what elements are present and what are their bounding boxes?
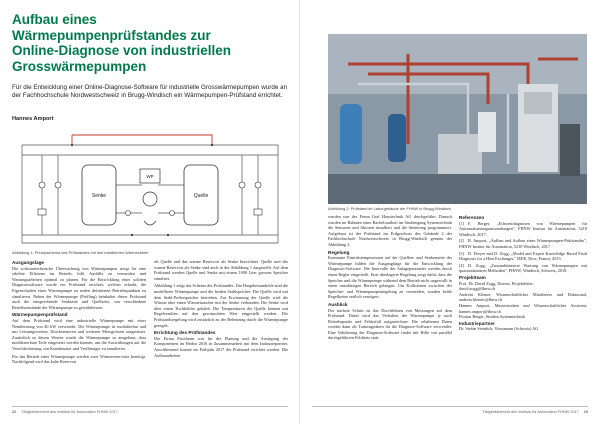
- section-body: Die Firma Friotherm war für die Planung und die Auslegung der Komponenten im Herbst 2016 in Zusammenarbeit mit dem Industriepartner. Anschliessend konnte im Frühjahr 2017 der Prüfstand errichtet werden. Die Aufbauarbeiten: [154, 335, 288, 358]
- section-heading: Ausgangslage: [12, 260, 45, 265]
- article-title: Aufbau eines Wärmepumpenprüfstandes zur Online-Diagnose von industriellen Grosswärmepumpen: [12, 12, 232, 74]
- section-body: Abbildung 1 zeigt das Schema des Prüfstandes. Die Hauptbestandteile sind die modellierte Wärmepumpe und die beiden Stahlspeicher. Die Quelle wird mit dem Stahl-Pufferspeicher betrieben. Zur Erwärmung der Quelle wird die Wärme über einen Wärmetauscher mit der Senke verbunden. Die Senke wird über einen Tischkühler gekühlt. Die Temperaturen der Quelle können mit Regelventilen auf den gewünschten Wert eingestellt werden. Die Prüfstandsregelung wird zusätzlich zu der Beheizung durch die Wärmepumpe geregelt.: [154, 283, 288, 328]
- compressor-symbol: [143, 192, 157, 206]
- project-member: Hannes Amport, Masterstudent und Wissenschaftlicher Assistent, hannes.amport@fhnw.ch: [459, 302, 587, 314]
- section-body: wurden von der Firma Graf Haustechnik AG durchgeführt. Danach wurden im Rahmen einer Bachelorarbeit im Studiengang Systemtechnik die Sensoren und Aktoren installiert und die Steuerung programmiert. Aufgebaut ist der Prüfstand im Erdgeschoss des Gebäude 2 der Fachhochschule Nordwestschweiz in Brugg-Windisch gemäss der Abbildung 2.: [328, 214, 452, 247]
- left-column-2: [154, 259, 288, 360]
- article-intro: Für die Entwicklung einer Online-Diagnose-Software für industrielle Grosswärmepumpen wurde an der Fachhochschule Nordwestschweiz in Brugg-Windisch ein Wärmepumpen-Prüfstand errichtet.: [12, 84, 288, 100]
- right-column-2: [459, 214, 587, 332]
- reference-item: [4] D. Zogg, „Zustandsbasierte Wartung von Wärmepumpen mit quasistationären Methoden", FHNW, Windisch, Schweiz, 2018.: [459, 262, 587, 274]
- section-body: Für das Betrieb einer Wärmepumpe werden zwei Wärmereservoire benötigt. Nachfolgend wird das kalte Reservoir: [12, 353, 146, 365]
- project-member: Prof. Dr. David Zogg, Dozent, Projektleiter,: [459, 280, 534, 286]
- page-number: 23: [583, 410, 588, 414]
- footer-rule: [12, 406, 288, 407]
- project-heading: Projektteam: [459, 274, 486, 280]
- section-body: Die softwaretechnische Überwachung von Wärmepumpen steigt für eine erhöhte Effizienz im Betrieb, hilft Ausfälle zu vermeiden und Wartungsarbeiten optimal zu planen. Für die Entwicklung einer solchen Diagnosesoftware wurde ein Prüfstand errichtet, welcher erlaubt, die Eigenschaften einer Wärmepumpe zu realen definierten Betriebspunkten zu simulieren. Neben der Wärmepumpe (Prüfling) beinhaltet dieser Prüfstand auch die entsprechende Senkseite und Quellseite, um verschiedene Betriebszustände der Wärmepumpe zu gewährleisten.: [12, 265, 146, 310]
- section-heading: Wärmepumpenprüfstand: [12, 312, 68, 318]
- references-heading: Referenzen: [459, 215, 485, 220]
- project-email: david.zogg@fhnw.ch: [459, 286, 496, 292]
- footer-right: [482, 410, 588, 414]
- left-column-1: [12, 259, 146, 367]
- footer-text: Tätigkeitsbericht des Instituts für Automation FHNW 2017: [21, 410, 118, 414]
- wp-label: WP: [146, 174, 154, 179]
- footer-left: [12, 410, 118, 414]
- reference-item: [1] F. Berger, „Echtzeitdiagnosen von Wärmepumpen für Automatisierungsanwendungen", FHNW Institut für Automation, 5210 Windisch, 2017.: [459, 220, 587, 237]
- quelle-label: Quelle: [193, 193, 209, 199]
- section-heading: Ausblick: [328, 301, 348, 307]
- project-member: Andreas Kleiner, Wissenschaftlicher Mitarbeiter und Doktorand, andreas.kleiner@fhnw.ch: [459, 291, 587, 303]
- section-body: Auf dem Prüfstand wird eine industrielle Wärmepumpe mit einer Nennleistung von 40 kW verwendet. Die Wärmepumpe ist modulierbar und mit Leistungswerten, Drucksensoren und weiteren Messgrössen ausgerüstet. Zusätzlich zu diesen Werten wurde die Wärmepumpe so ausgebaut, dass modifizierbare Teile eingesetzt werden können, um die Auswirkungen auf die Verschlechterung von Kondensator und Verflüssiger zu simulieren.: [12, 317, 146, 351]
- page-number: 22: [12, 410, 17, 414]
- industry-partner: Dr. Stefan Steinlich, Viessmann (Schweiz) AG: [459, 326, 539, 332]
- industry-heading: Industriepartner: [459, 320, 495, 326]
- figure-2-caption: Abbildung 2: Prüfstand im Laborgebäude der FHNW in Brugg-Windisch: [328, 206, 451, 211]
- test-rig-photo: [328, 34, 587, 204]
- reference-item: [2] B. Amport, „Aufbau und Aufbau eines Wärmepumpen-Prüfstandes", FHNW Institut für Automation, 5210 Windisch, 2017.: [459, 238, 587, 249]
- section-body: Der nächste Schritt ist das Durchführen von Messungen auf dem Prüfstand. Dabei wird das Verhalten der Wärmepumpe je nach Betriebspunkt und Fehlerfall aufgezeichnet. Die erhaltenen Daten werden dann als Trainingsdaten für die Diagnose-Software verwendet. Eine Validierung der Diagnose-Software findet mit Hilfe von parallel durchgeführten Feldtests statt.: [328, 307, 452, 341]
- section-body: als Quelle und das warme Reservoir als Senke bezeichnet. Quelle und das warme Reservoir als Senke sind auch in der Abbildung 1 dargestellt. Auf dem Prüfstand werden Quelle und Senke mit einem 1000 Liter grossen Speicher simuliert.: [154, 259, 288, 281]
- figure-1-caption: Abbildung 1: Prinzipschema des Prüfstandes mit drei installierten Wärmezähler: [12, 250, 149, 255]
- schematic-diagram: [12, 125, 288, 249]
- project-member: Florian Berger, Student Systemtechnik: [459, 314, 525, 320]
- section-body: Konstante Eintrittstemperaturen auf der Quellen- und Senkenseite der Wärmepumpe bilden die Ausgangslage für die Entwicklung der Diagnose-Software. Die Intervalle der Anlageparameter werden durch einen Regler eingestellt. Eine überlagerte Regelung sorgt dafür, dass die Speicher und die Wärmepumpe während dem Betrieb nicht ungewollt in einen unzulässigen Bereich gelangen. Um Kollisionen zwischen der Speicher- und Wärmepumpenregelung zu vermeiden, wurden beide Regelkreise zeitlich verzögert.: [328, 255, 452, 300]
- footer-text: Tätigkeitsbericht des Instituts für Automation FHNW 2017: [482, 410, 579, 414]
- senke-label: Senke: [91, 193, 107, 199]
- reference-item: [3] D. Dreyer and D. Zogg, „Model and Expert Knowledge Based Fault Diagnosis for a Heat Exchanger," IEEE, Nice, France, 2013.: [459, 250, 587, 262]
- footer-rule: [312, 406, 588, 407]
- section-heading: Regelung: [328, 249, 350, 255]
- author-name: Hannes Amport: [12, 116, 54, 122]
- right-column-1: [328, 214, 452, 343]
- section-heading: Errichtung des Prüfstandes: [154, 330, 216, 336]
